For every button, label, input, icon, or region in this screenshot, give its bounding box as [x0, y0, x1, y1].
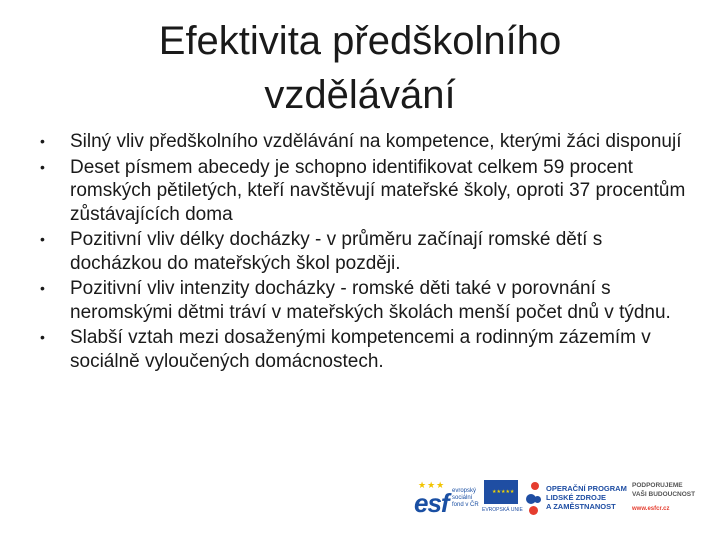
bullet-dot-icon: • — [40, 231, 45, 247]
op-mark-icon — [526, 482, 544, 516]
bullet-item — [40, 277, 690, 324]
eu-flag-shape — [484, 480, 518, 504]
bullet-text: Deset písmem abecedy je schopno identifikovat celkem 59 procent romských pětiletých, kteří navštěvují mateřské školy, oproti 37 procentům zůstávajících doma — [70, 156, 686, 225]
bullet-list — [40, 130, 690, 375]
bullet-dot-icon: • — [40, 158, 45, 175]
op-line-1: OPERAČNÍ PROGRAM — [546, 484, 627, 493]
slide-title-line-2: vzdělávání — [264, 73, 456, 117]
esf-stars-icon: ★★★ — [418, 480, 446, 490]
eu-flag-icon — [482, 480, 522, 518]
pod-line-2: VAŠI BUDOUCNOST — [632, 490, 696, 498]
bullet-item — [40, 326, 690, 373]
bullet-dot-icon: • — [40, 280, 45, 296]
op-line-2: LIDSKÉ ZDROJE — [546, 493, 607, 502]
slide-title — [0, 14, 720, 122]
podporujeme-logo-icon — [632, 480, 708, 518]
eu-stars-icon: ★★★★★ — [492, 489, 515, 495]
pod-line-1: PODPORUJEME — [632, 482, 683, 489]
bullet-dot-icon: • — [40, 329, 45, 345]
esf-logo-subtext: evropský sociální fond v ČR — [452, 488, 479, 508]
bullet-text: Slabší vztah mezi dosaženými kompetencemi a rodinným zázemím v sociálně vyloučených domácnostech. — [70, 327, 651, 372]
op-line-3: A ZAMĚSTNANOST — [546, 502, 616, 511]
bullet-text: Pozitivní vliv délky docházky - v průměru začínají romské dětí s docházkou do mateřských škol později. — [70, 229, 603, 274]
bullet-item — [40, 156, 690, 227]
bullet-text: Pozitivní vliv intenzity docházky - romské děti také v porovnání s neromskými dětmi tráví v mateřských školách menší počet dnů v týdnu. — [70, 278, 671, 323]
bullet-item — [40, 130, 690, 154]
esf-logo-text: esf — [414, 488, 449, 518]
op-lzz-logo-icon — [526, 478, 630, 520]
bullet-text: Silný vliv předškolního vzdělávání na kompetence, kterými žáci disponují — [70, 131, 682, 152]
esf-logo-icon — [412, 480, 478, 518]
bullet-dot-icon: • — [40, 133, 45, 149]
pod-url: www.esfcr.cz — [632, 506, 670, 512]
op-logo-text — [546, 484, 627, 511]
footer-logo-bar — [412, 476, 708, 522]
bullet-item — [40, 228, 690, 275]
eu-caption: EVROPSKÁ UNIE — [482, 507, 523, 513]
slide-title-line-1: Efektivita předškolního — [158, 19, 562, 63]
podporujeme-text — [632, 482, 695, 499]
